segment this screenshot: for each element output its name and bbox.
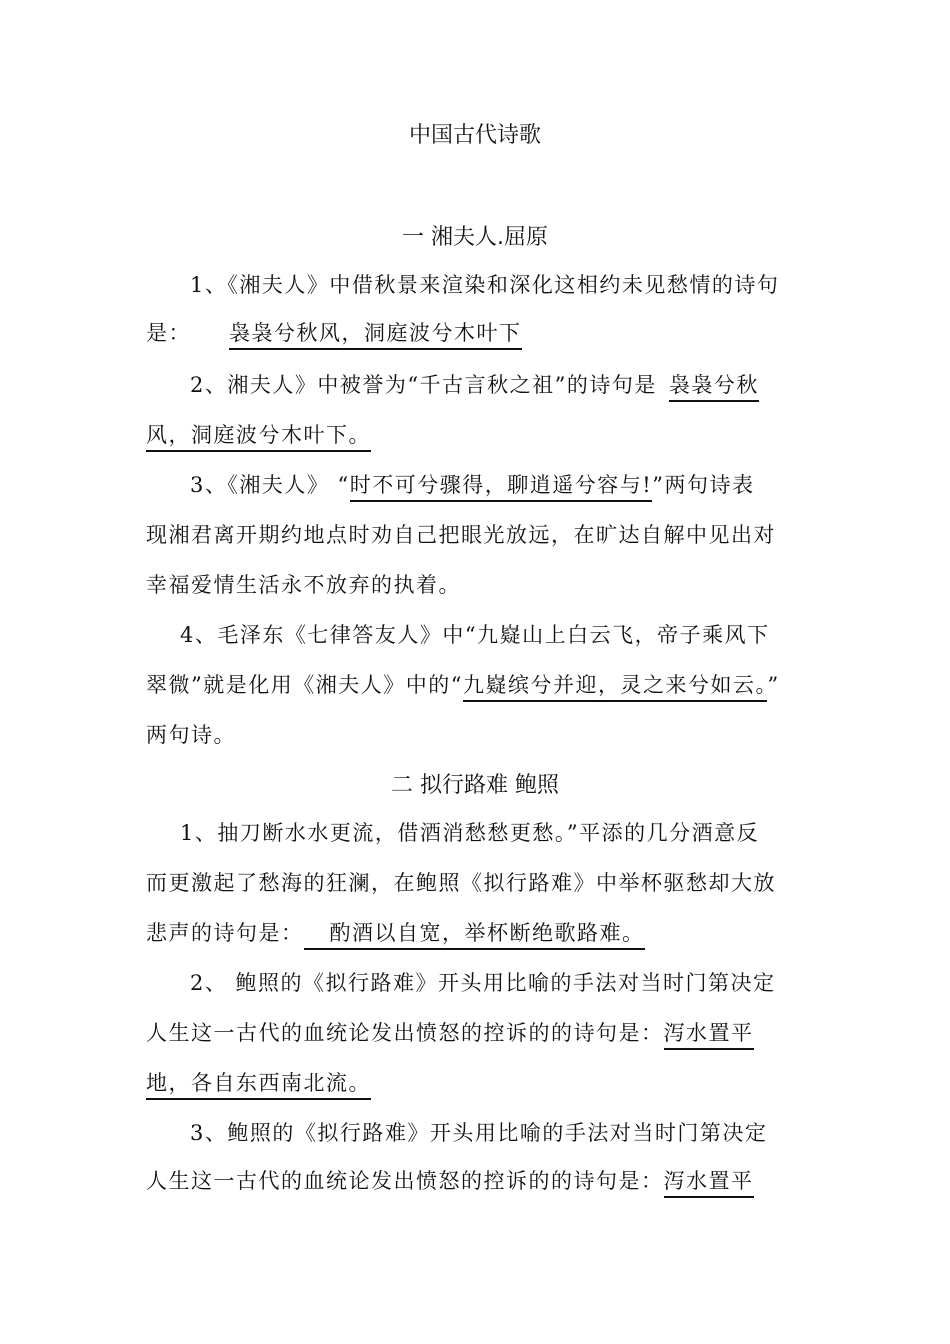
q2-line-2 [146, 420, 810, 450]
q1-line-1: 1、《湘夫人》中借秋景来渲染和深化这相约未见愁情的诗句 [190, 273, 780, 297]
section-heading-1: 一 湘夫人.屈原 [402, 225, 548, 250]
q4-answer: 九嶷缤兮并迎，灵之来兮如云。 [463, 673, 768, 702]
p2-line-3 [146, 1068, 810, 1098]
p2-answer-part-1: 泻水置平 [664, 1021, 754, 1050]
q4-suffix: ” [767, 673, 780, 697]
q3-suffix: ”两句诗表 [652, 473, 755, 497]
q4-line-1: 4、毛泽东《七律答友人》中“九嶷山上白云飞，帝子乘风下 [180, 623, 770, 647]
p3-answer: 泻水置平 [664, 1169, 754, 1198]
p3-line-2 [146, 1166, 810, 1196]
p2-line-1: 2、 鲍照的《拟行路难》开头用比喻的手法对当时门第决定 [190, 971, 776, 995]
p1-line-3 [146, 918, 810, 948]
p2-prefix: 人生这一古代的血统论发出愤怒的控诉的的诗句是： [146, 1021, 664, 1045]
q1-line-2 [146, 318, 810, 348]
q3-prefix: 3、《湘夫人》 “ [190, 473, 350, 497]
p3-prefix: 人生这一古代的血统论发出愤怒的控诉的的诗句是： [146, 1169, 664, 1193]
p1-prefix: 悲声的诗句是： [146, 921, 304, 945]
q2-answer-part-1: 袅袅兮秋 [669, 373, 759, 402]
q3-line-3: 幸福爱情生活永不放弃的执着。 [146, 573, 461, 597]
p1-line-2: 而更激起了愁海的狂澜，在鲍照《拟行路难》中举杯驱愁却大放 [146, 871, 776, 895]
p2-answer-part-2: 地，各自东西南北流。 [146, 1071, 371, 1100]
q3-answer: 时不可兮骤得，聊逍遥兮容与! [350, 473, 652, 502]
section-heading-2: 二 拟行路难 鲍照 [391, 773, 559, 798]
q1-prefix: 是： [146, 321, 191, 345]
q4-line-3: 两句诗。 [146, 723, 236, 747]
q1-answer: 袅袅兮秋风，洞庭波兮木叶下 [229, 321, 522, 350]
q4-line-2 [146, 670, 810, 700]
q4-prefix: 翠微”就是化用《湘夫人》中的“ [146, 673, 463, 697]
q2-line-1 [190, 370, 810, 400]
q3-line-1 [190, 470, 810, 500]
p3-line-1: 3、鲍照的《拟行路难》开头用比喻的手法对当时门第决定 [190, 1121, 768, 1145]
p1-answer: 酌酒以自宽，举杯断绝歌路难。 [304, 921, 645, 950]
p1-line-1: 1、抽刀断水水更流，借酒消愁愁更愁。”平添的几分酒意反 [180, 821, 760, 845]
p2-line-2 [146, 1018, 810, 1048]
q2-answer-part-2: 风，洞庭波兮木叶下。 [146, 423, 371, 452]
q3-line-2: 现湘君离开期约地点时劝自己把眼光放远，在旷达自解中见出对 [146, 523, 776, 547]
document-title: 中国古代诗歌 [408, 123, 541, 148]
q2-prefix: 2、湘夫人》中被誉为“千古言秋之祖”的诗句是 [190, 373, 657, 397]
